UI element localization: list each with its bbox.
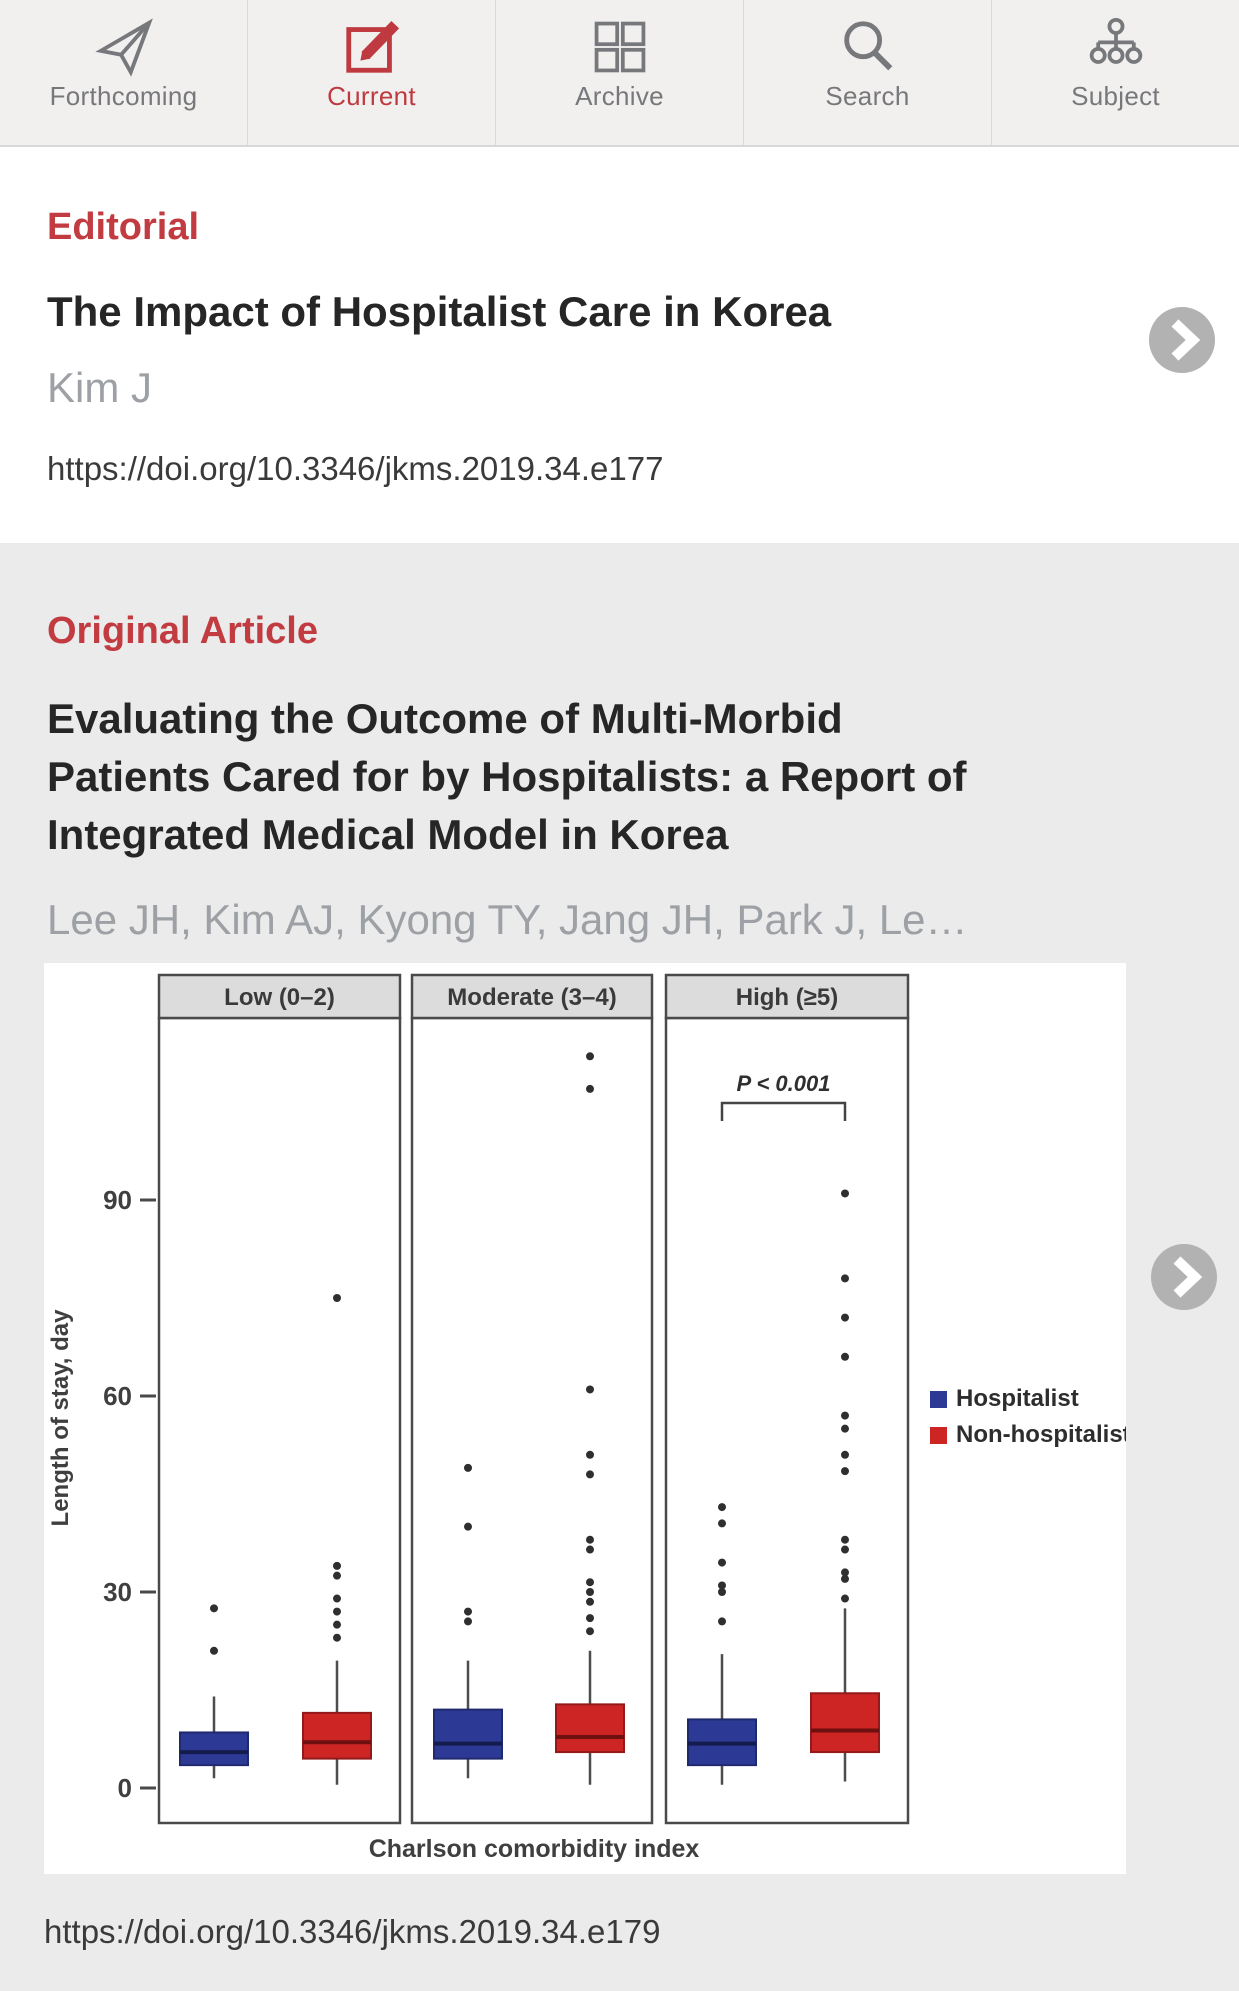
outlier-point — [464, 1617, 472, 1625]
outlier-point — [586, 1536, 594, 1544]
outlier-point — [464, 1464, 472, 1472]
y-tick-label: 30 — [103, 1577, 132, 1607]
outlier-point — [841, 1425, 849, 1433]
outlier-point — [718, 1519, 726, 1527]
outlier-point — [333, 1608, 341, 1616]
legend-label: Hospitalist — [956, 1385, 1079, 1412]
panel-header-label: Moderate (3–4) — [447, 984, 617, 1011]
outlier-point — [841, 1412, 849, 1420]
boxplot-panel — [159, 975, 400, 1823]
outlier-point — [586, 1085, 594, 1093]
panel-header-label: Low (0–2) — [224, 984, 335, 1011]
y-tick-label: 90 — [103, 1185, 132, 1215]
outlier-point — [841, 1568, 849, 1576]
tab-subject[interactable] — [992, 0, 1239, 145]
editorial-doi: https://doi.org/10.3346/jkms.2019.34.e177 — [47, 450, 664, 487]
legend-entry — [930, 1385, 1079, 1412]
outlier-point — [841, 1451, 849, 1459]
outlier-point — [586, 1546, 594, 1554]
title-line: Integrated Medical Model in Korea — [47, 811, 729, 858]
outlier-point — [333, 1595, 341, 1603]
outlier-point — [841, 1314, 849, 1322]
outlier-point — [210, 1647, 218, 1655]
outlier-point — [586, 1052, 594, 1060]
x-axis-title: Charlson comorbidity index — [368, 1835, 700, 1863]
outlier-point — [586, 1627, 594, 1635]
outlier-point — [586, 1451, 594, 1459]
tab-search[interactable] — [744, 0, 992, 145]
tab-forthcoming[interactable] — [0, 0, 248, 145]
panel-header-label: High (≥5) — [735, 984, 839, 1011]
tab-label-current: Current — [327, 81, 416, 111]
outlier-point — [586, 1578, 594, 1586]
outlier-point — [586, 1588, 594, 1596]
original-article-doi: https://doi.org/10.3346/jkms.2019.34.e179 — [44, 1913, 661, 1950]
outlier-point — [841, 1546, 849, 1554]
tab-archive[interactable] — [496, 0, 744, 145]
boxplot-panel — [412, 975, 652, 1823]
legend-swatch — [930, 1427, 947, 1444]
outlier-point — [333, 1294, 341, 1302]
outlier-point — [333, 1634, 341, 1642]
editorial-category-label: Editorial — [47, 206, 200, 248]
tab-label-forthcoming: Forthcoming — [49, 81, 198, 111]
hierarchy-icon — [1086, 14, 1146, 80]
chevron-right-icon — [1151, 1244, 1217, 1310]
legend-swatch — [930, 1391, 947, 1408]
title-line: Evaluating the Outcome of Multi-Morbid — [47, 695, 843, 742]
outlier-point — [210, 1604, 218, 1612]
outlier-point — [718, 1503, 726, 1511]
y-tick-label: 60 — [103, 1381, 132, 1411]
outlier-point — [586, 1598, 594, 1606]
original-article-next-button[interactable] — [1151, 1244, 1217, 1310]
p-value-label: P < 0.001 — [736, 1071, 831, 1096]
grid-icon — [590, 14, 650, 80]
y-axis-title: Length of stay, day — [47, 1309, 74, 1527]
y-tick-label: 0 — [117, 1773, 132, 1803]
tab-current[interactable] — [248, 0, 496, 145]
outlier-point — [586, 1385, 594, 1393]
outlier-point — [718, 1559, 726, 1567]
outlier-point — [841, 1353, 849, 1361]
outlier-point — [718, 1581, 726, 1589]
outlier-point — [586, 1614, 594, 1622]
title-line: Patients Cared for by Hospitalists: a Report of — [47, 753, 967, 800]
tab-label-archive: Archive — [575, 81, 664, 111]
tab-label-subject: Subject — [1071, 81, 1160, 111]
editorial-next-button[interactable] — [1149, 307, 1215, 373]
outlier-point — [333, 1572, 341, 1580]
original-article-authors: Lee JH, Kim AJ, Kyong TY, Jang JH, Park J, Le… — [47, 896, 968, 943]
editorial-authors: Kim J — [47, 364, 152, 411]
search-icon — [837, 14, 899, 80]
los-boxplot-figure — [44, 963, 1126, 1874]
legend-label: Non-hospitalist — [956, 1421, 1126, 1448]
legend-entry — [930, 1421, 1126, 1448]
top-tab-bar — [0, 0, 1239, 147]
outlier-point — [841, 1189, 849, 1197]
original-article-category-label: Original Article — [47, 610, 318, 652]
outlier-point — [464, 1608, 472, 1616]
outlier-point — [841, 1595, 849, 1603]
outlier-point — [586, 1470, 594, 1478]
outlier-point — [464, 1523, 472, 1531]
outlier-point — [841, 1467, 849, 1475]
editorial-title[interactable]: The Impact of Hospitalist Care in Korea — [47, 288, 832, 335]
boxplot-svg — [44, 963, 1126, 1874]
outlier-point — [841, 1274, 849, 1282]
outlier-point — [718, 1617, 726, 1625]
paper-plane-icon — [93, 14, 155, 80]
outlier-point — [333, 1562, 341, 1570]
tab-label-search: Search — [825, 81, 910, 111]
outlier-point — [841, 1536, 849, 1544]
chevron-right-icon — [1149, 307, 1215, 373]
outlier-point — [333, 1621, 341, 1629]
original-article-title[interactable] — [47, 690, 967, 864]
edit-square-icon — [341, 14, 403, 80]
